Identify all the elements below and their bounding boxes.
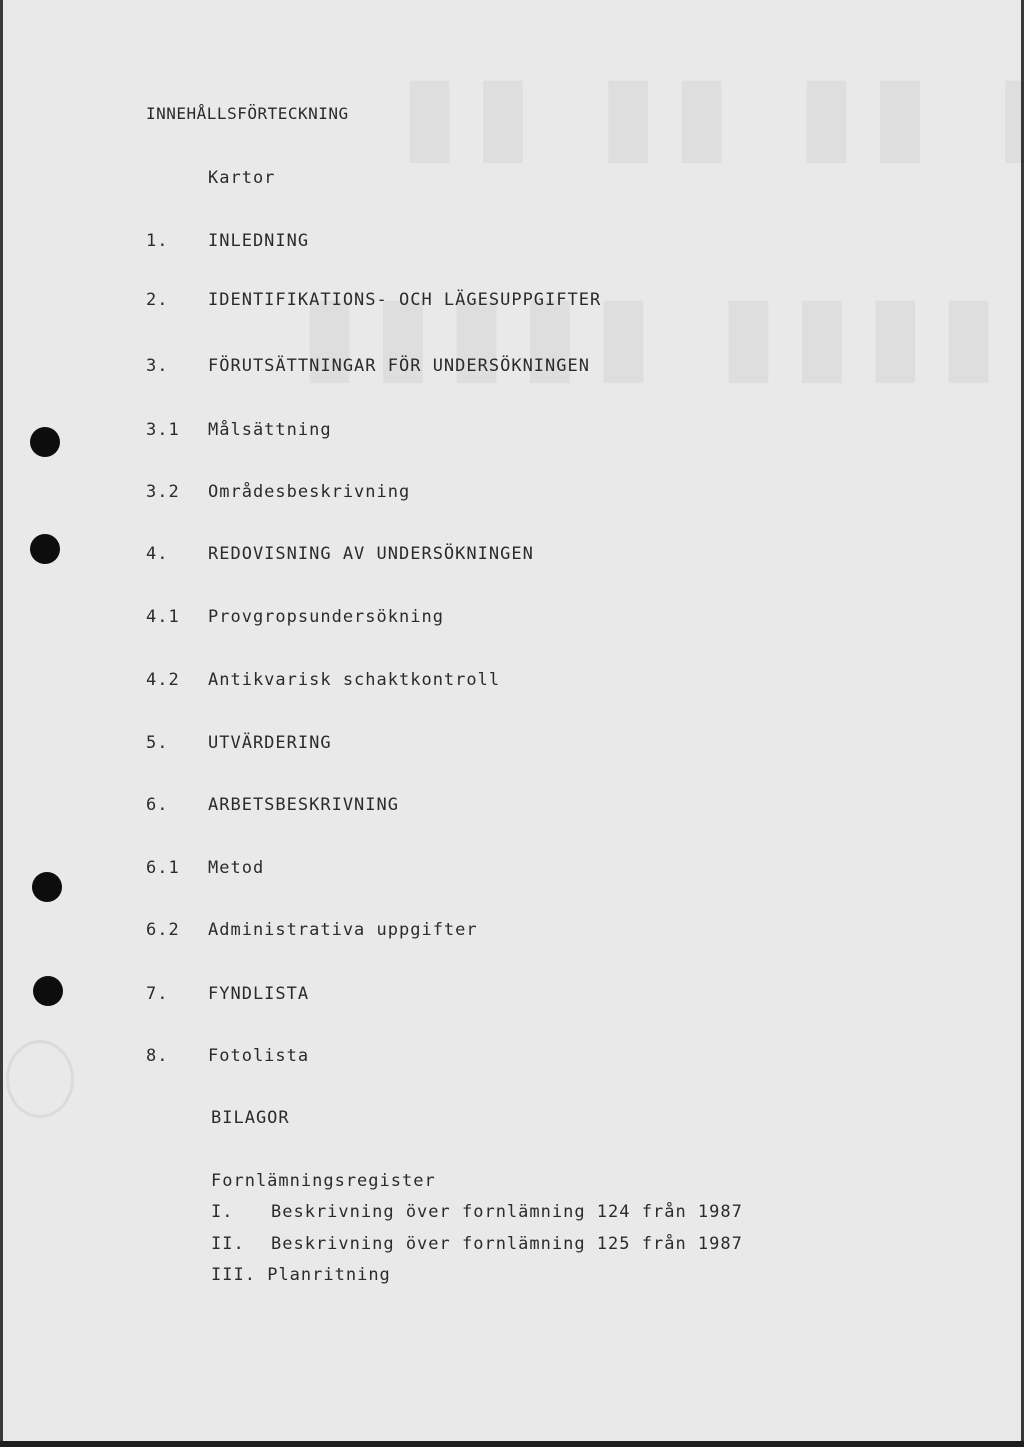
toc-number: 4. (146, 544, 169, 564)
punch-hole (30, 534, 60, 564)
toc-number: 7. (146, 984, 169, 1004)
toc-label: INLEDNING (208, 231, 310, 251)
appendix-label: Planritning (267, 1265, 391, 1285)
toc-item (146, 231, 309, 251)
appendix-item (211, 1234, 743, 1254)
appendices-heading: BILAGOR (211, 1108, 290, 1128)
punch-hole (32, 872, 62, 902)
toc-item (146, 356, 590, 376)
toc-number: 8. (146, 1046, 169, 1066)
toc-item (146, 482, 410, 502)
toc-number: 3.1 (146, 420, 180, 440)
toc-label: FYNDLISTA (208, 984, 310, 1004)
appendix-item (211, 1265, 391, 1285)
scan-border-left (0, 0, 3, 1447)
toc-item (146, 984, 309, 1004)
toc-item (146, 920, 478, 940)
appendix-number: III. (211, 1265, 256, 1285)
toc-label: Provgropsundersökning (208, 607, 444, 627)
appendix-number: II. (211, 1234, 245, 1254)
toc-number: 3.2 (146, 482, 180, 502)
toc-label: UTVÄRDERING (208, 733, 332, 753)
toc-number: 2. (146, 290, 169, 310)
toc-number: 4.1 (146, 607, 180, 627)
toc-label: IDENTIFIKATIONS- OCH LÄGESUPPGIFTER (208, 290, 602, 310)
toc-label: ARBETSBESKRIVNING (208, 795, 399, 815)
appendix-label: Beskrivning över fornlämning 125 från 1987 (271, 1234, 743, 1254)
appendix-number: I. (211, 1202, 234, 1222)
toc-number: 1. (146, 231, 169, 251)
toc-label: FÖRUTSÄTTNINGAR FÖR UNDERSÖKNINGEN (208, 356, 590, 376)
watermark-top (400, 50, 1024, 176)
scan-border-bottom (0, 1441, 1024, 1447)
toc-number: 4.2 (146, 670, 180, 690)
appendix-item (211, 1202, 743, 1222)
appendix-label: Beskrivning över fornlämning 124 från 1987 (271, 1202, 743, 1222)
register-label: Fornlämningsregister (211, 1171, 436, 1191)
toc-number: 6.1 (146, 858, 180, 878)
toc-label: Metod (208, 858, 265, 878)
toc-item (146, 420, 332, 440)
toc-label: Målsättning (208, 420, 332, 440)
toc-item (146, 733, 332, 753)
toc-item (146, 290, 601, 310)
toc-label: Administrativa uppgifter (208, 920, 478, 940)
toc-number: 3. (146, 356, 169, 376)
toc-number: 6.2 (146, 920, 180, 940)
punch-hole (33, 976, 63, 1006)
toc-item (146, 544, 534, 564)
toc-label: Fotolista (208, 1046, 310, 1066)
toc-item (146, 607, 444, 627)
toc-label: Antikvarisk schaktkontroll (208, 670, 501, 690)
toc-number: 6. (146, 795, 169, 815)
toc-label: Områdesbeskrivning (208, 482, 411, 502)
toc-item (146, 670, 500, 690)
toc-number: 5. (146, 733, 169, 753)
toc-item (146, 795, 399, 815)
toc-item (146, 1046, 309, 1066)
faint-seal (6, 1040, 74, 1118)
maps-label: Kartor (208, 168, 276, 188)
toc-label: REDOVISNING AV UNDERSÖKNINGEN (208, 544, 534, 564)
punch-hole (30, 427, 60, 457)
page-title: INNEHÅLLSFÖRTECKNING (146, 104, 349, 123)
toc-item (146, 858, 264, 878)
watermark-middle (300, 270, 1012, 396)
